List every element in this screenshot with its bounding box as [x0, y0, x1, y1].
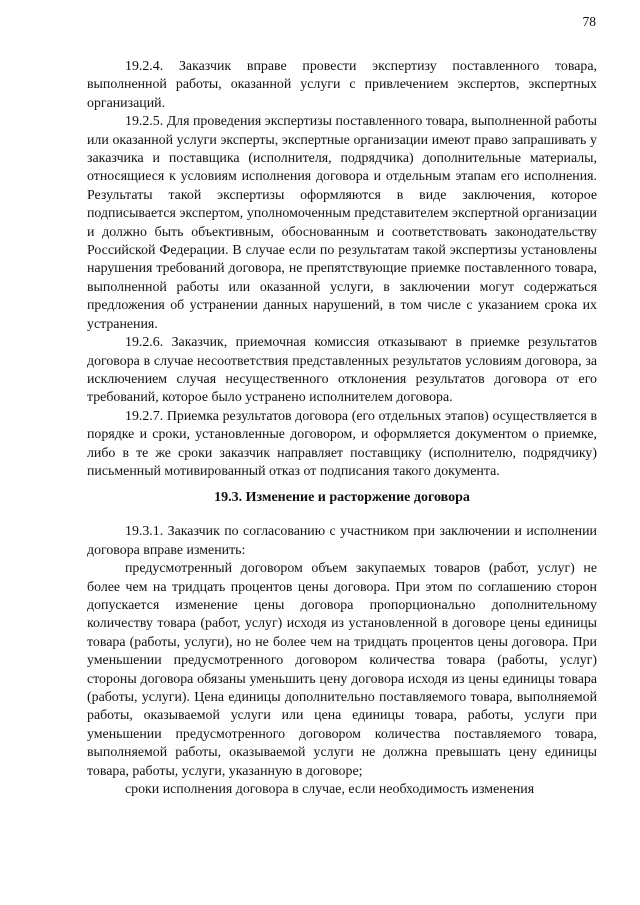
paragraph-19-2-5: 19.2.5. Для проведения экспертизы поставленного товара, выполненной работы или оказанной услуги эксперты, экспертные организации имеют право запрашивать у заказчика и поставщика (исполнителя, подрядчика) дополнительные материалы, относящиеся к условиям исполнения договора и отдельным этапам его исполнения. Результаты такой экспертизы оформляются в виде заключения, которое подписывается экспертом, уполномоченным представителем экспертной организации и должно быть объективным, обоснованным и соответствовать законодательству Российской Федерации. В случае если по результатам такой экспертизы установлены нарушения требований договора, не препятствующие приемке поставленного товара, выполненной работы или оказанной услуги, в заключении могут содержаться предложения об устранении данных нарушений, в том числе с указанием срока их устранения.	[87, 114, 597, 332]
page-number: 78	[582, 14, 596, 29]
paragraph-19-2-4: 19.2.4. Заказчик вправе провести экспертизу поставленного товара, выполненной работы, оказанной услуги с привлечением экспертов, экспертных организаций.	[87, 59, 597, 111]
paragraph-volume-change: предусмотренный договором объем закупаемых товаров (работ, услуг) не более чем на тридцать процентов цены договора. При этом по соглашению сторон допускается изменение цены договора пропорционально дополнительному количеству товара (работ, услуг) исходя из установленной в договоре цены единицы товара (работы, услуги), но не более чем на тридцать процентов цены договора. При уменьшении предусмотренного договором количества товара (работы, услуг) стороны договора обязаны уменьшить цену договора исходя из цены единицы товара (работы, услуги). Цена единицы дополнительно поставляемого товара, выполняемой работы, оказываемой услуги или цена единицы товара, работы, услуги при уменьшении предусмотренного договором количества поставляемого товара, выполняемой работы, оказываемой услуги не должна превышать цену единицы товара, работы, услуги, указанную в договоре;	[87, 561, 597, 779]
section-heading: 19.3. Изменение и расторжение договора	[214, 490, 470, 506]
paragraph-19-2-7: 19.2.7. Приемка результатов договора (его отдельных этапов) осуществляется в порядке и сроки, установленные договором, и оформляется документом о приемке, либо в те же сроки заказчик направляет поставщику (исполнителю, подрядчику) письменный мотивированный отказ от подписания такого документа.	[87, 408, 597, 479]
paragraph-19-3-1: 19.3.1. Заказчик по согласованию с участником при заключении и исполнении договора вправе изменить:	[87, 524, 597, 558]
page-body	[87, 58, 597, 799]
paragraph-19-2-6: 19.2.6. Заказчик, приемочная комиссия отказывают в приемке результатов договора в случае несоответствия представленных результатов условиям договора, за исключением случая несущественного отклонения результатов договора от его требований, которое было устранено исполнителем договора.	[87, 335, 597, 406]
paragraph-terms-change: сроки исполнения договора в случае, если необходимость изменения	[125, 782, 535, 798]
